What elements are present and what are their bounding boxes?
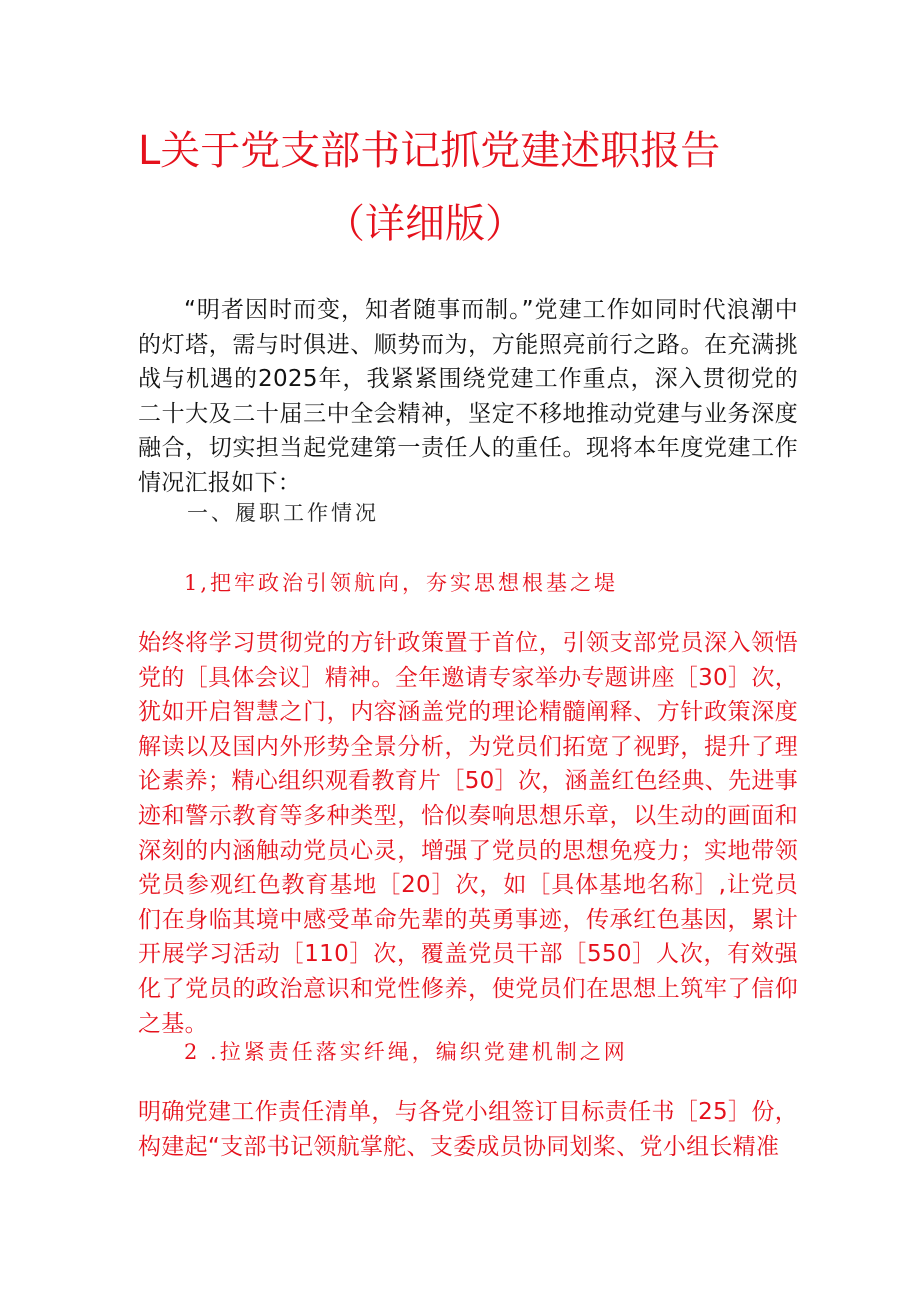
section-heading: 一、履职工作情况 <box>187 501 379 525</box>
intro-paragraph: “明者因时而变，知者随事而制。”党建工作如同时代浪潮中的灯塔，需与时俱进、顺势而为，方能照亮前行之路。在充满挑战与机遇的2025年，我紧紧围绕党建工作重点，深入贯彻党的二十大及二十届三中全会精神，坚定不移地推动党建与业务深度融合，切实担当起党建第一责任人的重任。现将本年度党建工作情况汇报如下： <box>138 297 798 496</box>
subsection-1-heading: 1,把牢政治引领航向，夯实思想根基之堤 <box>184 571 619 595</box>
subsection-1-paragraph: 始终将学习贯彻党的方针政策置于首位，引领支部党员深入领悟党的［具体会议］精神。全年邀请专家举办专题讲座［30］次，犹如开启智慧之门，内容涵盖党的理论精髓阐释、方针政策深度解读以及国内外形势全景分析，为党员们拓宽了视野，提升了理论素养；精心组织观看教育片［50］次，涵盖红色经典、先进事迹和警示教育等多种类型，恰似奏响思想乐章，以生动的画面和深刻的内涵触动党员心灵，增强了党员的思想免疫力；实地带领党员参观红色教育基地［20］次，如［具体基地名称］,让党员们在身临其境中感受革命先辈的英勇事迹，传承红色基因，累计开展学习活动［110］次，覆盖党员干部［550］人次，有效强化了党员的政治意识和党性修养，使党员们在思想上筑牢了信仰之基。 <box>138 630 798 1037</box>
subsection-2-heading: 2 .拉紧责任落实纤绳，编织党建机制之网 <box>184 1040 628 1064</box>
report-title: L关于党支部书记抓党建述职报告 <box>138 128 721 174</box>
subsection-2-paragraph: 明确党建工作责任清单，与各党小组签订目标责任书［25］份，构建起“支部书记领航掌舵、支委成员协同划桨、党小组长精准 <box>138 1099 798 1160</box>
report-subtitle: （详细版） <box>325 201 525 247</box>
